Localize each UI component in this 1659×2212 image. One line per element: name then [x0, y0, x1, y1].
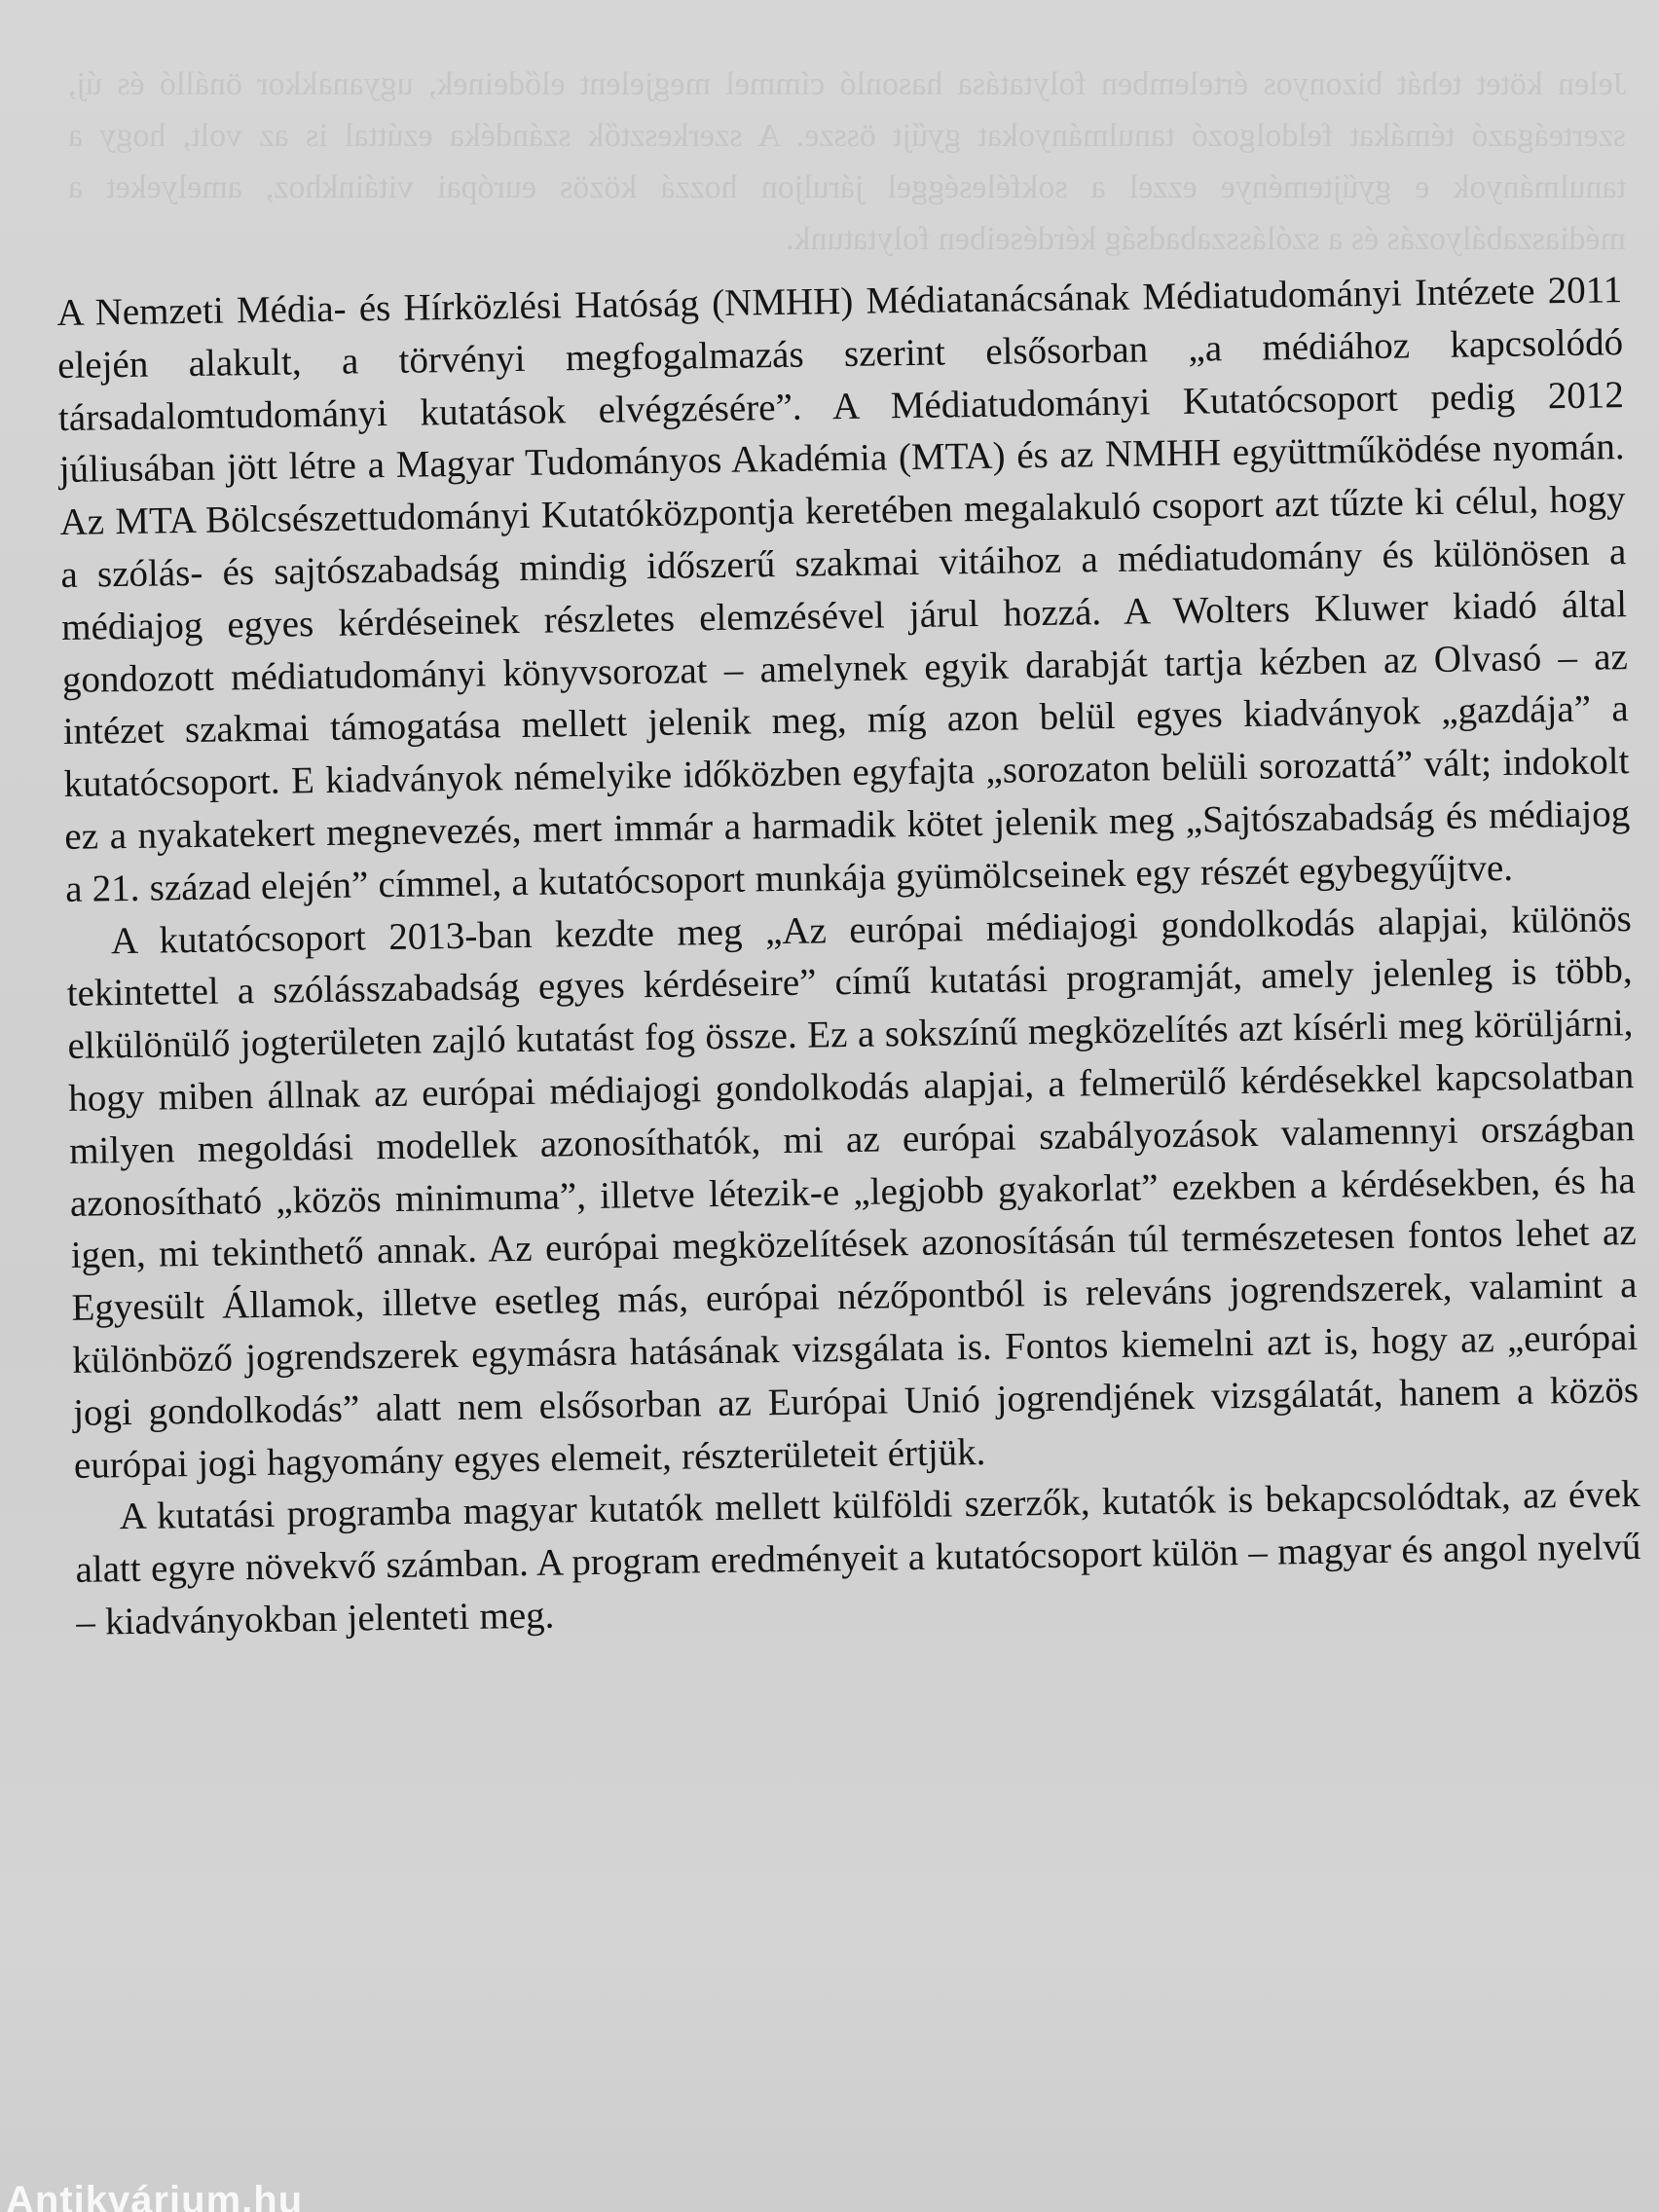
paragraph-2: A kutatócsoport 2013-ban kezdte meg „Az európai médiajogi gondolkodás alapjai, különös tekintettel a szólásszabadság egyes kérdéseire” című kutatási programját, amely jelenleg is több, elkülönülő jogterületen zajló kutatást fog össze. Ez a sokszínű megközelítés azt kísérli meg körüljárni, hogy miben állnak az európai médiajogi gondolkodás alapjai, a felmerülő kérdésekkel kapcsolatban milyen megoldási modellek azonosíthatók, mi az európai szabályozások valamennyi országban azonosítható „közös minimuma”, illetve létezik-e „legjobb gyakorlat” ezekben a kérdésekben, és ha igen, mi tekinthető annak. Az európai megközelítések azonosításán túl természetesen fontos lehet az Egyesült Államok, illetve esetleg más, európai nézőpontból is releváns jogrendszerek, valamint a különböző jogrendszerek egymásra hatásának vizsgálata is. Fontos kiemelni azt is, hogy az „európai jogi gondolkodás” alatt nem elsősorban az Európai Unió jogrendjének vizsgálatát, hanem a közös európai jogi hagyomány egyes elemeit, részterületeit értjük. — [66, 897, 1640, 1487]
show-through-text: Jelen kötet tehát bizonyos értelemben folytatása hasonló címmel megjelent elődeinek, ugyanakkor önálló és új, szerteágazó témákat feldolgozó tanulmányokat gyűjt össze. A szerkesztők szándéka ezúttal is az volt, hogy a tanulmányok e gyűjteménye ezzel a sokféleséggel járuljon hozzá közös európai vitáinkhoz, amelyeket a médiaszabályozás és a szólásszabadság kérdéseiben folytatunk. — [68, 66, 1626, 257]
paragraph-1: A Nemzeti Média- és Hírközlési Hatóság (NMHH) Médiatanácsának Médiatudományi Intézete 2011 elején alakult, a törvényi megfogalmazás szerint elsősorban „a médiához kapcsolódó társadalomtudományi kutatások elvégzésére”. A Médiatudományi Kutatócsoport pedig 2012 júliusában jött létre a Magyar Tudományos Akadémia (MTA) és az NMHH együttműködése nyomán. Az MTA Bölcsészettudományi Kutatóközpontja keretében megalakuló csoport azt tűzte ki célul, hogy a szólás- és sajtószabadság mindig időszerű szakmai vitáihoz a médiatudomány és különösen a médiajog egyes kérdéseinek részletes elemzésével járul hozzá. A Wolters Kluwer kiadó által gondozott médiatudományi könyvsorozat – amelynek egyik darabját tartja kézben az Olvasó – az intézet szakmai támogatása mellett jelenik meg, míg azon belül egyes kiadványok „gazdája” a kutatócsoport. E kiadványok némelyike időközben egyfajta „sorozaton belüli sorozattá” vált; indokolt ez a nyakatekert megnevezés, mert immár a harmadik kötet jelenik meg „Sajtószabadság és médiajog a 21. század elején” címmel, a kutatócsoport munkája gyümölcseinek egy részét egybegyűjtve. — [56, 269, 1631, 910]
page-body — [56, 264, 1642, 1648]
paragraph-3: A kutatási programba magyar kutatók mellett külföldi szerzők, kutatók is bekapcsolódtak, az évek alatt egyre növekvő számban. A program eredményeit a kutatócsoport külön – magyar és angol nyelvű – kiadványokban jelenteti meg. — [75, 1473, 1641, 1643]
antikvarium-watermark: Antikvárium.hu — [6, 2179, 304, 2212]
